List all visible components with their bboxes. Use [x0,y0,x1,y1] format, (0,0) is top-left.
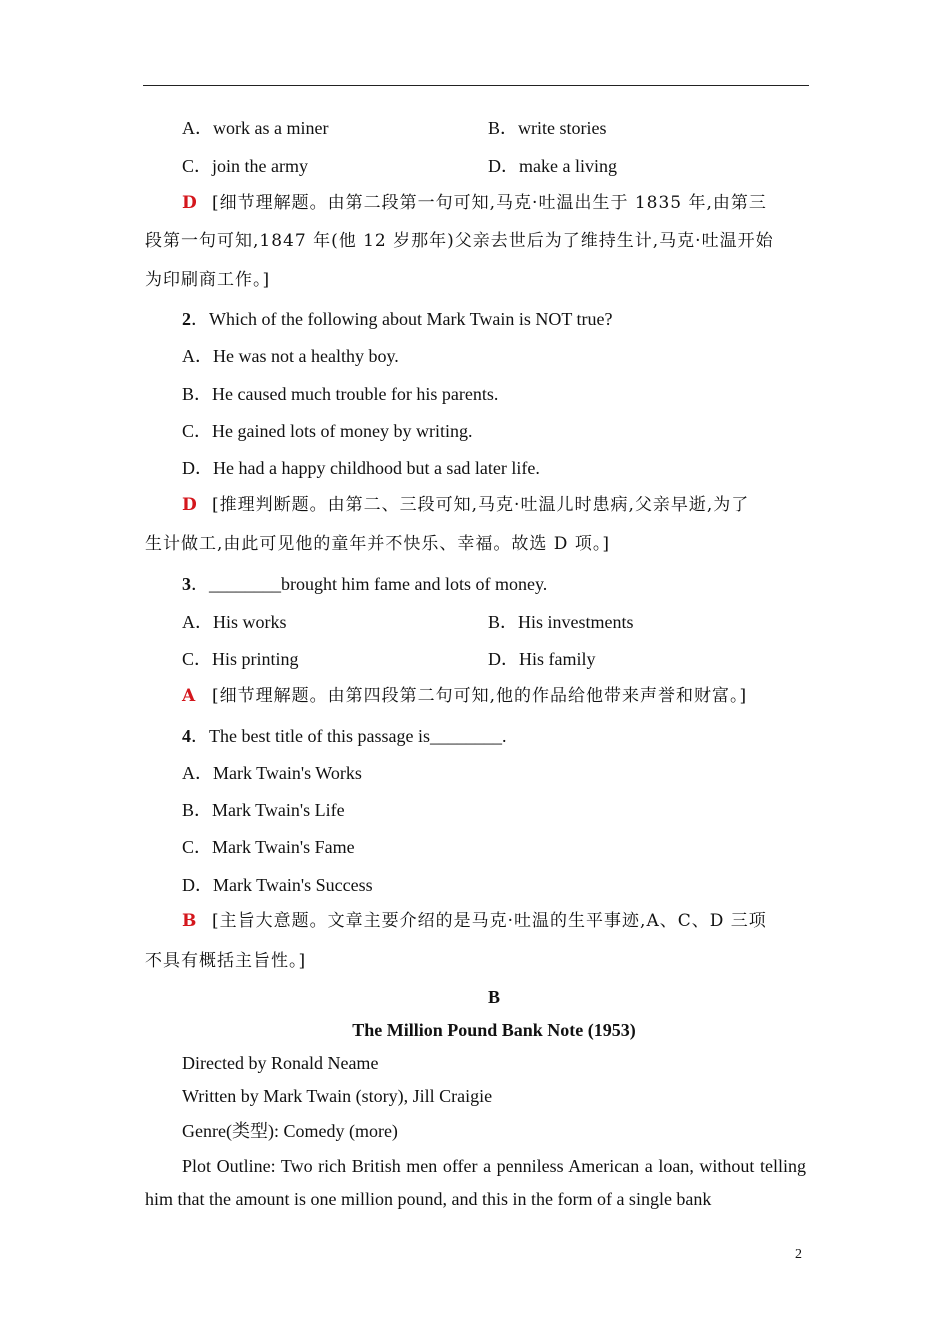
movie-director: Directed by Ronald Neame [182,1053,379,1073]
movie-year: (1953) [587,1020,636,1040]
q2-option-d: D．He had a happy childhood but a sad later life. [182,458,540,478]
q2-explanation [182,494,749,516]
q2-option-a: A．He was not a healthy boy. [182,346,399,366]
section-b-label: B [487,987,500,1007]
q2-number: 2 [182,309,191,329]
q1-explanation-line2: 段第一句可知,1847 年(他 12 岁那年)父亲去世后为了维持生计,马克·吐温开始 [145,231,774,251]
q2-stem-text: ．Which of the following about Mark Twain is NOT true? [191,309,613,329]
q2-option-c: C．He gained lots of money by writing. [182,421,473,441]
q3-option-d: D．His family [488,649,596,669]
q4-explanation [182,910,767,932]
q3-answer: A [182,686,197,706]
q1-option-b: B．write stories [488,118,607,138]
q1-option-a: A．work as a miner [182,118,329,138]
q4-option-a: A．Mark Twain's Works [182,763,362,783]
q4-option-b: B．Mark Twain's Life [182,800,345,820]
q3-explanation-line1: [细节理解题。由第四段第二句可知,他的作品给他带来声誉和财富。] [212,686,748,706]
q4-stem-text: ．The best title of this passage is________. [191,726,507,746]
q2-explanation-line2: 生计做工,由此可见他的童年并不快乐、幸福。故选 D 项。] [145,534,610,554]
q3-option-a: A．His works [182,612,287,632]
q1-answer: D [182,193,198,213]
q1-explanation [182,192,767,214]
q4-explanation-line1: [主旨大意题。文章主要介绍的是马克·吐温的生平事迹,A、C、D 三项 [212,911,767,931]
movie-title: The Million Pound Bank Note [352,1020,584,1040]
q1-option-d: D．make a living [488,156,617,176]
q1-explanation-line1: [细节理解题。由第二段第一句可知,马克·吐温出生于 1835 年,由第三 [212,193,767,213]
movie-plot-outline: Plot Outline: Two rich British men offer a penniless American a loan, without telling him that the amount is one million pound, and this in the form of a single bank [145,1156,806,1209]
q3-stem [182,573,547,595]
q4-stem [182,725,506,747]
q2-explanation-line1: [推理判断题。由第二、三段可知,马克·吐温儿时患病,父亲早逝,为了 [212,495,750,515]
movie-writer: Written by Mark Twain (story), Jill Craigie [182,1086,493,1106]
q1-explanation-line3: 为印刷商工作。] [145,270,271,290]
section-b-title [143,1019,845,1041]
q3-number: 3 [182,574,191,594]
q4-option-c: C．Mark Twain's Fame [182,837,355,857]
q4-number: 4 [182,726,191,746]
q3-option-b: B．His investments [488,612,634,632]
q4-answer: B [182,911,198,931]
movie-genre: Genre(类型): Comedy (more) [182,1121,398,1141]
q3-option-c: C．His printing [182,649,299,669]
q4-explanation-line2: 不具有概括主旨性。] [145,951,307,971]
q2-option-b: B．He caused much trouble for his parents. [182,384,499,404]
q4-option-d: D．Mark Twain's Success [182,875,373,895]
q2-answer: D [182,495,198,515]
header-rule [143,85,809,86]
page-number: 2 [795,1247,802,1262]
q3-stem-text: ．________brought him fame and lots of money. [191,574,548,594]
q2-stem [182,308,613,330]
q3-explanation [182,685,747,707]
q1-option-c: C．join the army [182,156,308,176]
